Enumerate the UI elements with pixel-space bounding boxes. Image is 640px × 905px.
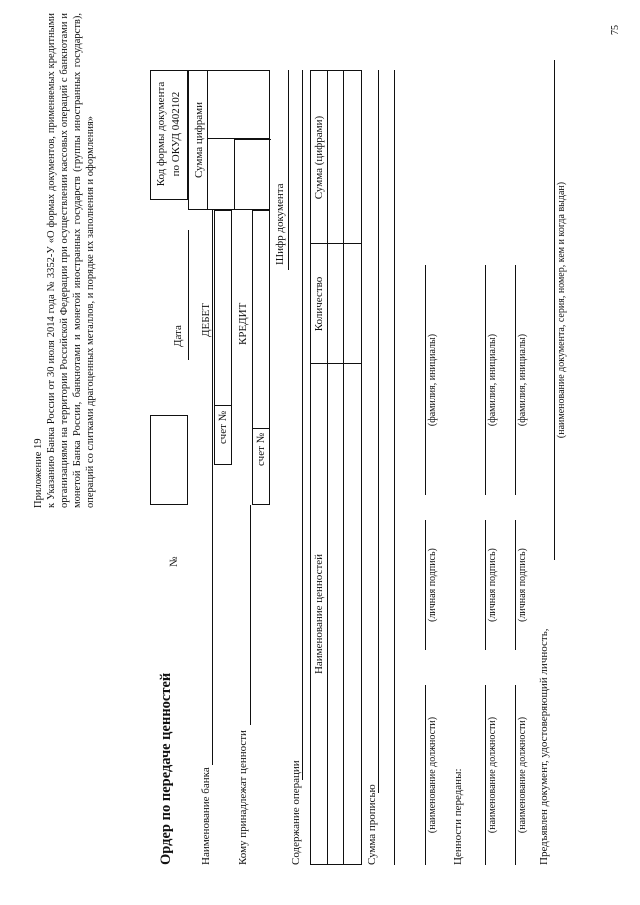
date-label: Дата — [172, 325, 184, 347]
number-label: № — [168, 556, 180, 567]
id-document-caption: (наименование документа, серия, номер, кем и когда выдан) — [556, 181, 567, 439]
values-table — [310, 70, 362, 865]
sig2-position-caption: (наименование должности) — [487, 716, 498, 834]
values-cell-name[interactable] — [328, 364, 342, 864]
debit-label: ДЕБЕТ — [200, 303, 212, 337]
debit-account-row[interactable] — [214, 210, 232, 465]
values-header-amount: Сумма (цифрами) — [313, 115, 325, 200]
id-document-line[interactable] — [554, 60, 555, 560]
appendix-text: к Указанию Банка России от 30 июля 2014 года № 3352-У «О формах документов, применяемых кредитными организациями на территории Российской Федерации при осуществлении кассовых операций с банкнотами и монетой Банка России, банкнотами и монетой иностранных государств (группы иностранных государств), операций со слитками драгоценных металлов, и порядке их заполнения и оформления» — [46, 13, 96, 508]
values-cell-quantity[interactable] — [328, 244, 342, 364]
date-line[interactable] — [188, 230, 189, 360]
amount-digits-label: Сумма цифрами — [193, 101, 205, 179]
owner-label: Кому принадлежат ценности — [237, 730, 249, 865]
sig1-position-caption: (наименование должности) — [427, 716, 438, 834]
credit-account-row[interactable] — [252, 210, 270, 505]
values-table-row-line — [343, 71, 344, 864]
sig1-signature-line[interactable] — [425, 520, 426, 650]
operation-line[interactable] — [302, 70, 303, 780]
debit-account-divider — [215, 405, 231, 406]
amount-digits-block — [188, 70, 270, 210]
values-header-name: Наименование ценностей — [313, 553, 325, 675]
sig3-signature-line[interactable] — [515, 520, 516, 650]
form-code-box — [150, 70, 188, 200]
order-title: Ордер по передаче ценностей — [158, 672, 174, 865]
sig1-position-line[interactable] — [425, 685, 426, 865]
appendix-title: Приложение 19 — [33, 438, 44, 508]
doc-code-label: Шифр документа — [274, 183, 286, 265]
sig2-name-line[interactable] — [485, 265, 486, 495]
order-number-field[interactable] — [150, 415, 188, 505]
sig1-signature-caption: (личная подпись) — [427, 548, 438, 622]
sig3-position-line[interactable] — [515, 685, 516, 865]
amount-digits-separator — [207, 71, 208, 209]
sig2-signature-line[interactable] — [485, 520, 486, 650]
sig3-position-caption: (наименование должности) — [517, 716, 528, 834]
sig2-position-line[interactable] — [485, 685, 486, 865]
owner-line[interactable] — [250, 505, 251, 725]
values-cell-amount[interactable] — [328, 71, 342, 244]
sig2-name-caption: (фамилия, инициалы) — [487, 333, 498, 427]
debit-account-label: счет № — [217, 410, 229, 444]
doc-code-line — [288, 70, 289, 270]
bank-name-line[interactable] — [212, 210, 213, 765]
page-number: 75 — [610, 25, 621, 35]
credit-account-divider — [253, 428, 269, 429]
sig1-name-caption: (фамилия, инициалы) — [427, 333, 438, 427]
sig2-signature-caption: (личная подпись) — [487, 548, 498, 622]
sum-words-label: Сумма прописью — [366, 784, 378, 865]
form-code-line1: Код формы документа — [155, 81, 167, 187]
sig3-name-line[interactable] — [515, 265, 516, 495]
id-document-label: Предъявлен документ, удостоверяющий личность, — [538, 628, 550, 865]
sum-words-line-2[interactable] — [394, 70, 395, 865]
sum-words-line[interactable] — [378, 70, 379, 793]
transferred-label: Ценности переданы: — [452, 768, 464, 865]
sig3-name-caption: (фамилия, инициалы) — [517, 333, 528, 427]
bank-name-label: Наименование банка — [200, 767, 212, 865]
form-code-line2: по ОКУД 0402102 — [170, 91, 182, 177]
credit-account-label: счет № — [255, 432, 267, 466]
sig1-name-line[interactable] — [425, 265, 426, 495]
credit-label: КРЕДИТ — [237, 302, 249, 345]
values-header-quantity: Количество — [313, 276, 325, 332]
sig3-signature-caption: (личная подпись) — [517, 548, 528, 622]
amount-digits-cell[interactable] — [234, 139, 271, 209]
operation-label: Содержание операции — [290, 760, 302, 865]
